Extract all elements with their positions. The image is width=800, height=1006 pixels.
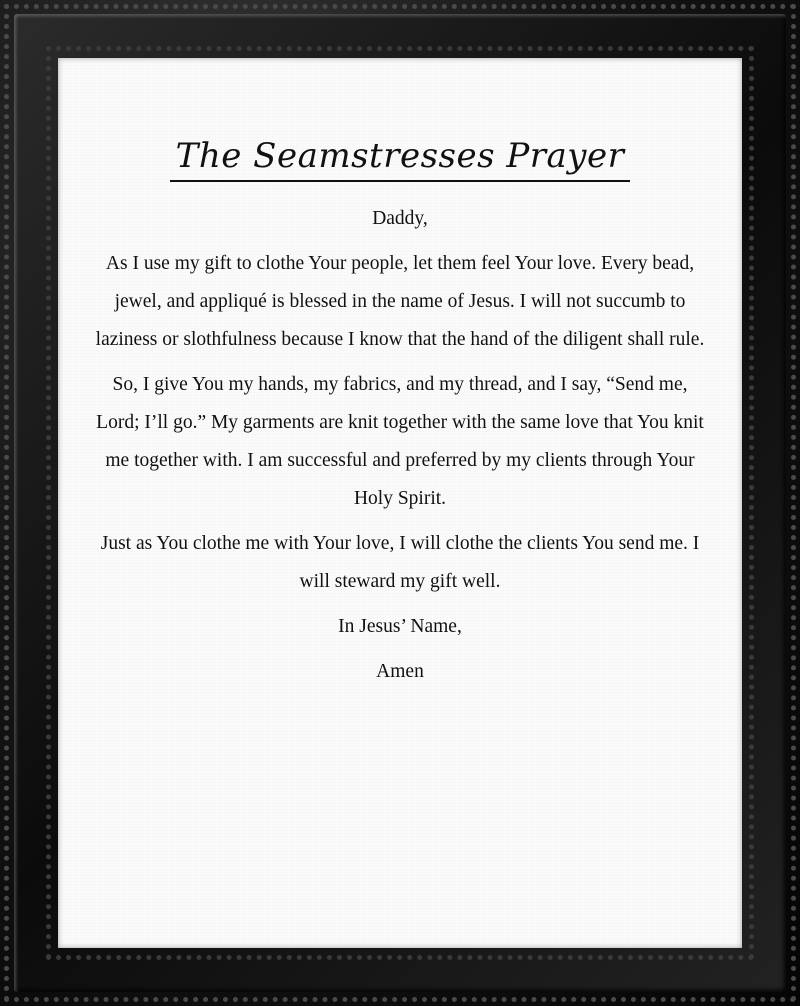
paragraph-1: As I use my gift to clothe Your people, let them feel Your love. Every bead, jewel, and appliqué is blessed in the name of Jesus. I will not succumb to laziness or slothfulness because I know that the hand of the diligent shall rule. <box>95 253 705 350</box>
paragraph-3: Just as You clothe me with Your love, I will clothe the clients You send me. I will steward my gift well. <box>100 533 700 592</box>
title-container <box>58 134 742 182</box>
prayer-body <box>94 200 706 698</box>
amen-line: Amen <box>376 661 424 682</box>
salutation: Daddy, <box>372 208 428 229</box>
closing-line: In Jesus’ Name, <box>338 616 462 637</box>
prayer-paper <box>58 58 742 948</box>
paragraph-2: So, I give You my hands, my fabrics, and my thread, and I say, “Send me, Lord; I’ll go.” My garments are knit together with the same love that You knit me together with. I am successful and preferred by my clients through Your Holy Spirit. <box>96 374 704 509</box>
prayer-title: The Seamstresses Prayer <box>170 134 631 182</box>
